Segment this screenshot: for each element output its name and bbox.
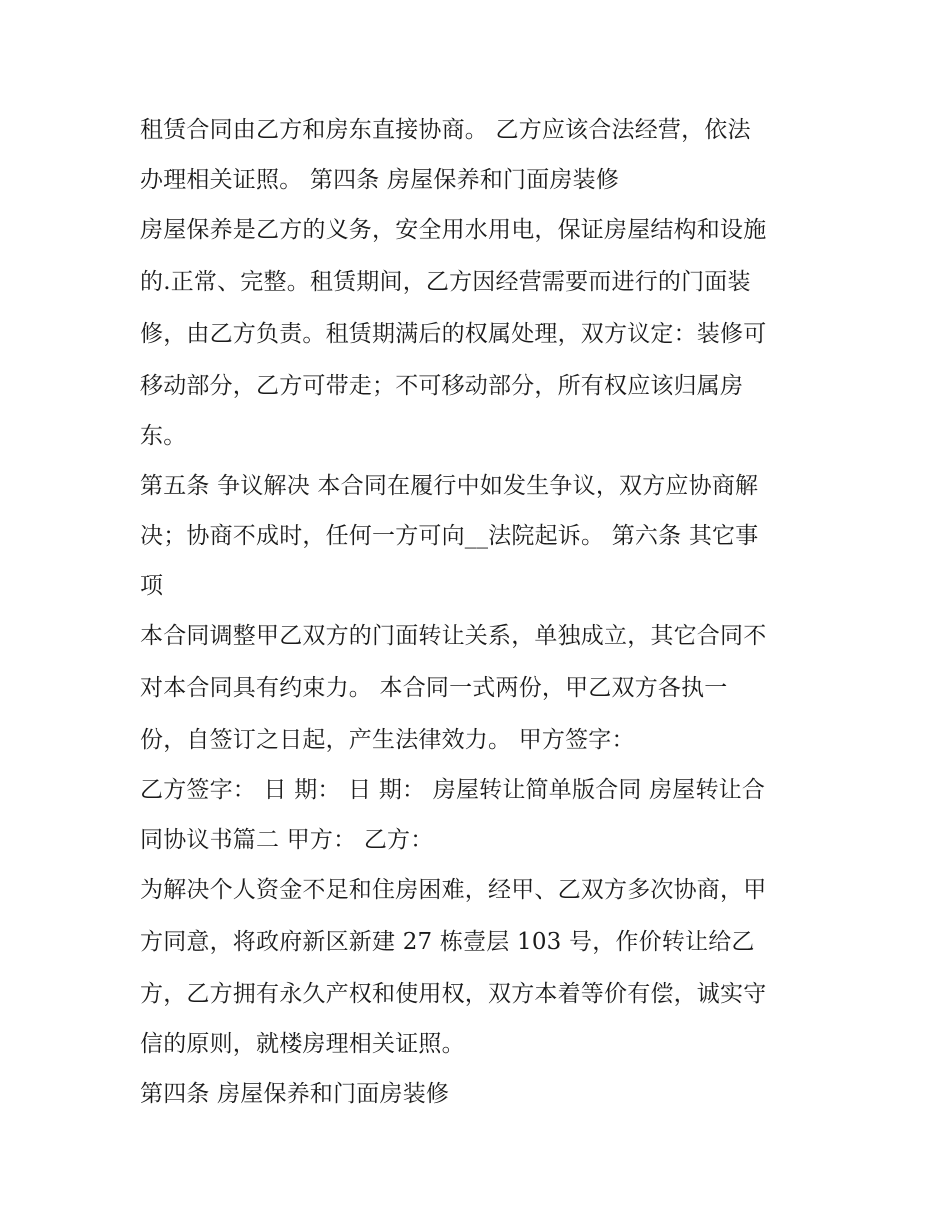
text-line: 修，由乙方负责。租赁期满后的权属处理，双方议定：装修可 xyxy=(140,321,767,347)
text-line: 份，自签订之日起，产生法律效力。 甲方签字： xyxy=(140,727,635,753)
text-line: 决；协商不成时，任何一方可向__法院起诉。 第六条 其它事 xyxy=(140,523,759,549)
text-line: 第四条 房屋保养和门面房装修 xyxy=(140,1081,450,1107)
text-line: 本合同调整甲乙双方的门面转让关系，单独成立，其它合同不 xyxy=(140,623,767,649)
text-line: 乙方签字： 日 期： 日 期： 房屋转让简单版合同 房屋转让合 xyxy=(140,777,766,803)
text-line: 为解决个人资金不足和住房困难，经甲、乙双方多次协商，甲 xyxy=(140,877,767,903)
text-line: 同协议书篇二 甲方： 乙方： xyxy=(140,827,434,853)
text-line: 项 xyxy=(140,573,164,599)
text-line: 东。 xyxy=(140,423,187,449)
text-line: 移动部分，乙方可带走；不可移动部分，所有权应该归属房 xyxy=(140,373,744,399)
text-line: 方，乙方拥有永久产权和使用权，双方本着等价有偿，诚实守 xyxy=(140,981,767,1007)
text-line: 对本合同具有约束力。 本合同一式两份，甲乙双方各执一 xyxy=(140,675,728,701)
text-line: 房屋保养是乙方的义务，安全用水用电，保证房屋结构和设施 xyxy=(140,217,767,243)
text-line: 方同意，将政府新区新建 27 栋壹层 103 号，作价转让给乙 xyxy=(140,929,755,955)
text-line: 租赁合同由乙方和房东直接协商。 乙方应该合法经营，依法 xyxy=(140,117,751,143)
text-line: 信的原则，就楼房理相关证照。 xyxy=(140,1031,465,1057)
text-line: 第五条 争议解决 本合同在履行中如发生争议，双方应协商解 xyxy=(140,473,759,499)
text-line: 办理相关证照。 第四条 房屋保养和门面房装修 xyxy=(140,167,620,193)
text-line: 的.正常、完整。租赁期间，乙方因经营需要而进行的门面装 xyxy=(140,269,751,295)
